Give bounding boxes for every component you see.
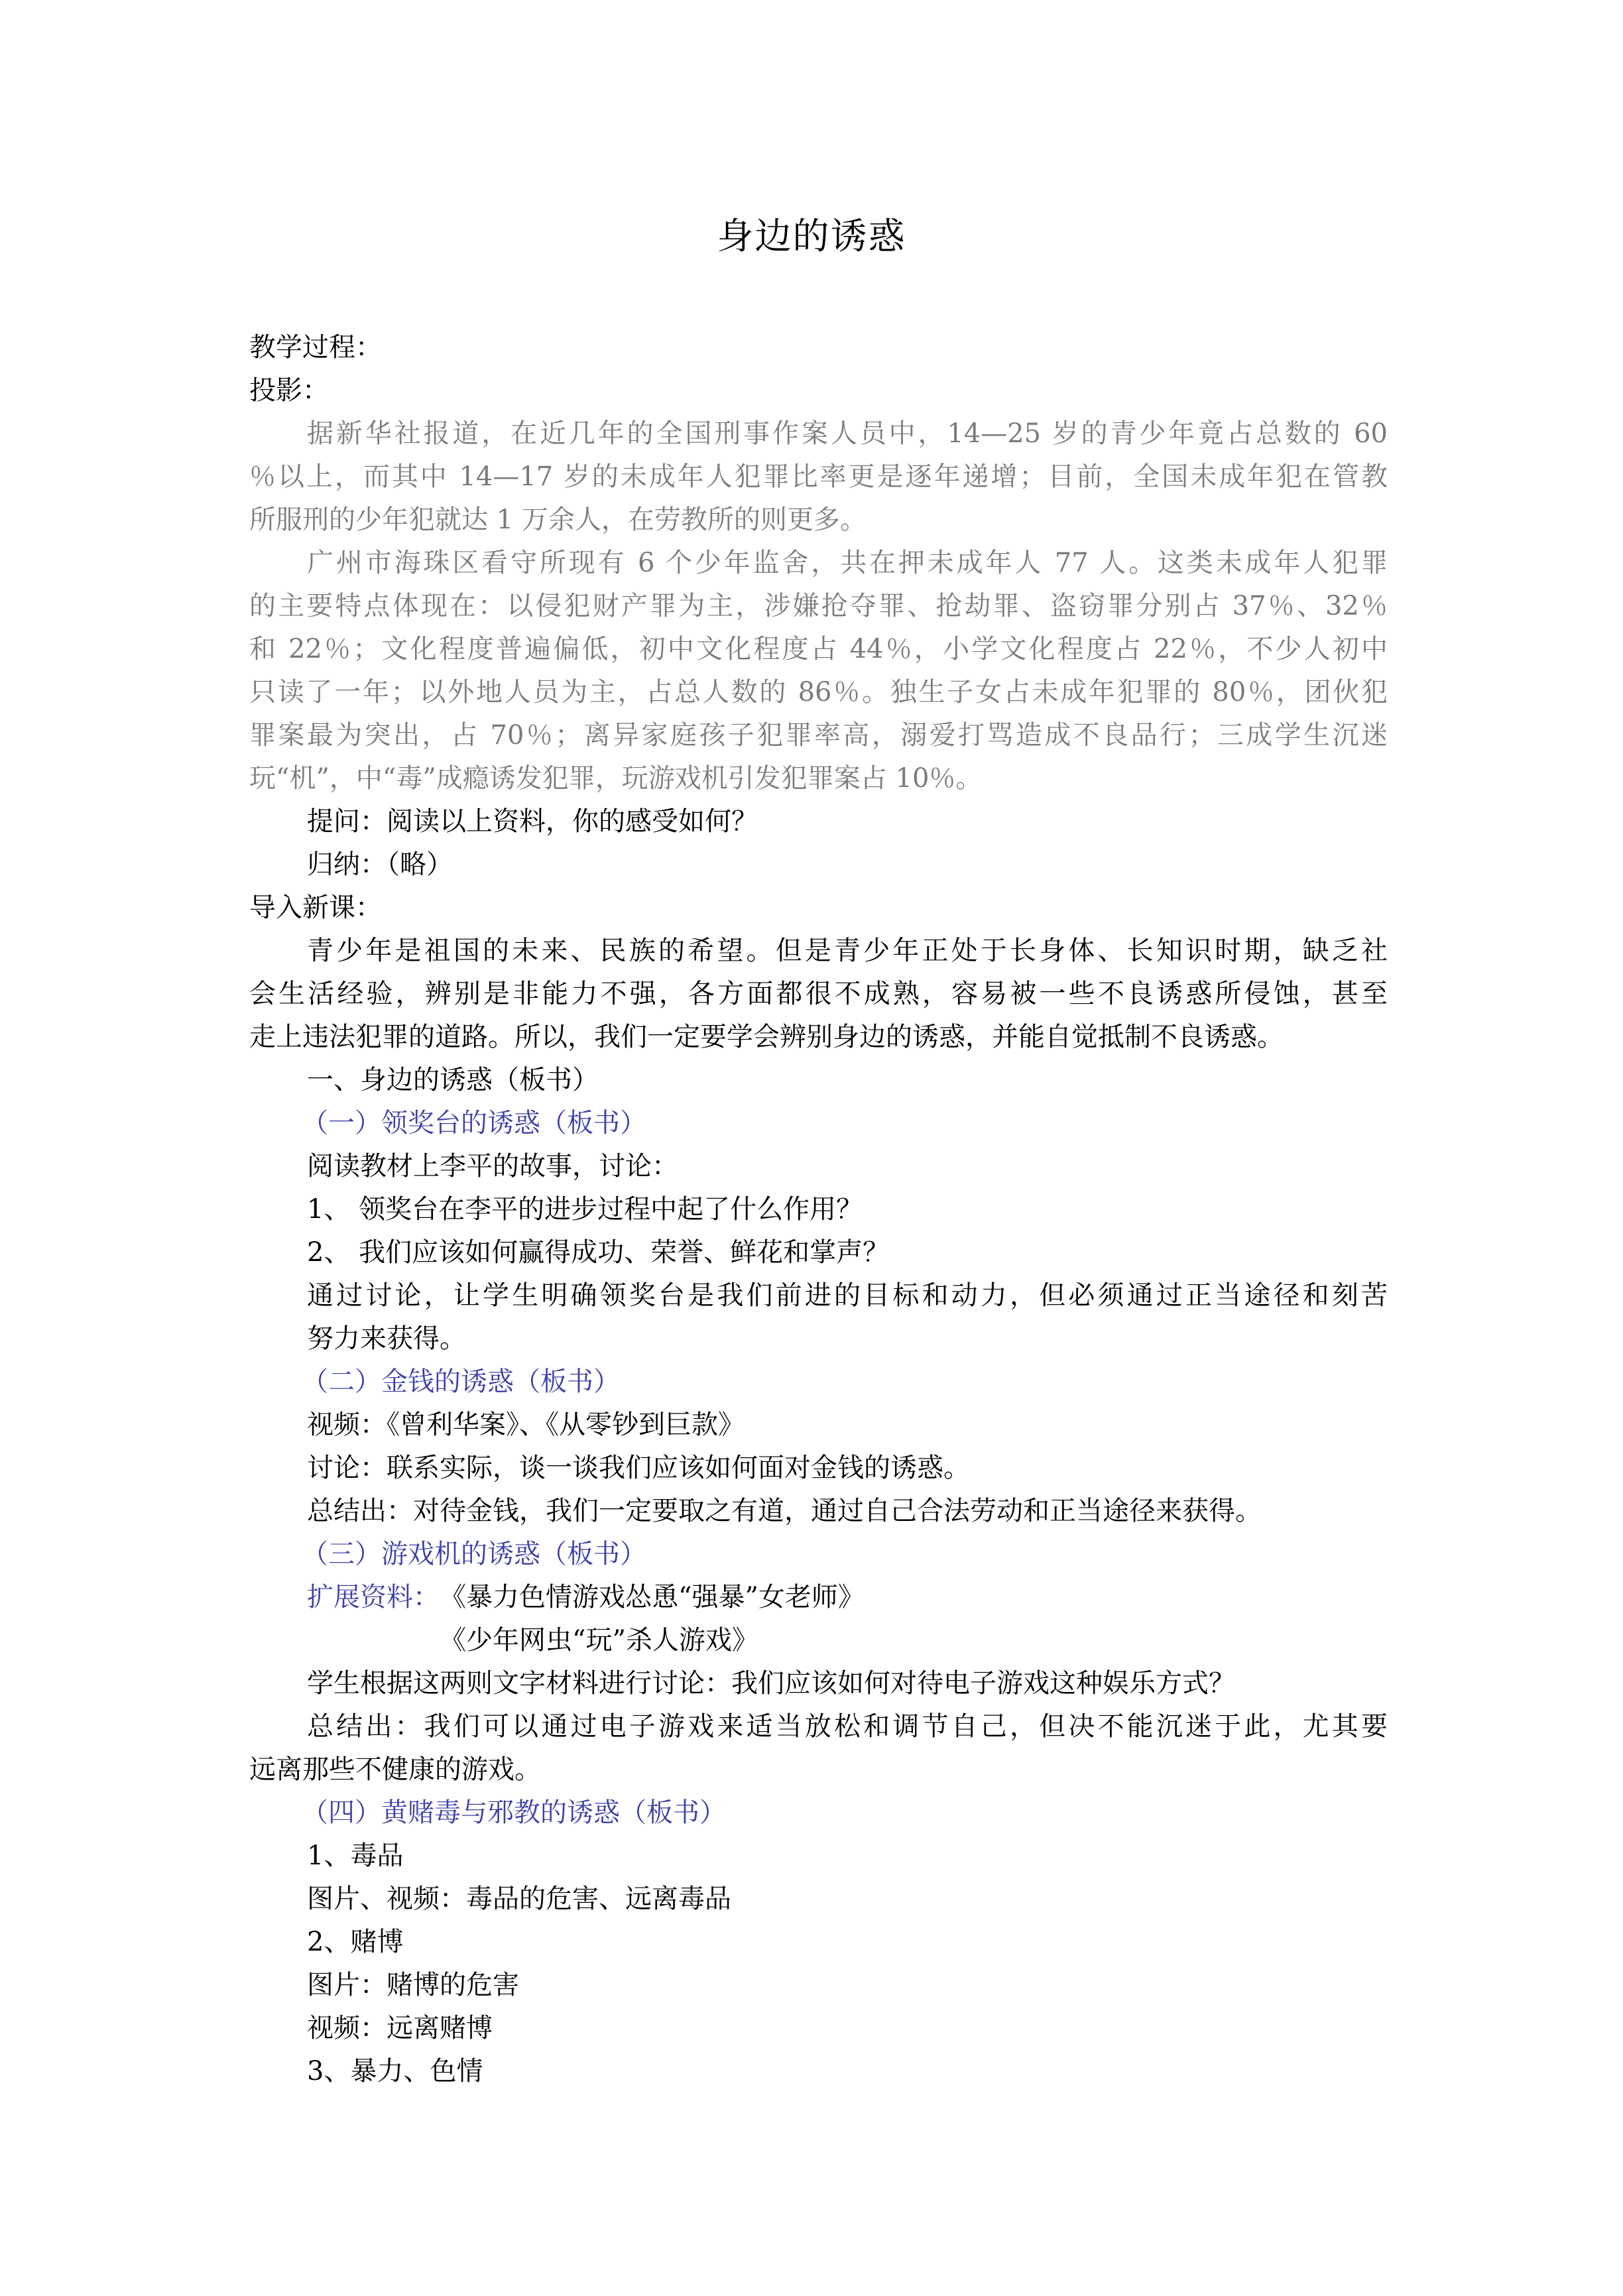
paragraph-line: 总结出：我们可以通过电子游戏来适当放松和调节自己，但决不能沉迷于此，尤其要: [307, 1711, 1388, 1742]
paragraph-line: 走上违法犯罪的道路。所以，我们一定要学会辨别身边的诱惑，并能自觉抵制不良诱惑。: [249, 1022, 1284, 1052]
subheading-vice-cult-temptation: （四）黄赌毒与邪教的诱惑（板书）: [302, 1797, 726, 1828]
paragraph-line: 图片：赌博的危害: [307, 1970, 519, 2000]
paragraph-line: 玩“机”，中“毒”成瘾诱发犯罪，玩游戏机引发犯罪案占 10％。: [249, 763, 983, 794]
list-item: 1、毒品: [307, 1841, 404, 1871]
extended-material-title: 《少年网虫“玩”杀人游戏》: [440, 1625, 758, 1656]
paragraph-line: 阅读教材上李平的故事，讨论：: [307, 1151, 678, 1181]
list-item: 1、 领奖台在李平的进步过程中起了什么作用？: [307, 1194, 863, 1225]
paragraph-line: 视频：《曾利华案》、《从零钞到巨款》: [307, 1410, 745, 1440]
paragraph-line: 学生根据这两则文字材料进行讨论：我们应该如何对待电子游戏这种娱乐方式？: [307, 1668, 1235, 1699]
paragraph-line: 总结出：对待金钱，我们一定要取之有道，通过自己合法劳动和正当途径来获得。: [307, 1496, 1262, 1526]
paragraph-line: 会生活经验，辨别是非能力不强，各方面都很不成熟，容易被一些不良诱惑所侵蚀，甚至: [249, 979, 1388, 1009]
heading-section-1: 一、身边的诱惑（板书）: [307, 1065, 599, 1095]
paragraph-line: 青少年是祖国的未来、民族的希望。但是青少年正处于长身体、长知识时期，缺乏社: [307, 936, 1388, 966]
paragraph-line: 图片、视频：毒品的危害、远离毒品: [307, 1884, 731, 1914]
subheading-money-temptation: （二）金钱的诱惑（板书）: [302, 1366, 620, 1397]
paragraph-line: 通过讨论，让学生明确领奖台是我们前进的目标和动力，但必须通过正当途径和刻苦: [307, 1280, 1388, 1311]
paragraph-line: 努力来获得。: [307, 1323, 466, 1354]
section-label-introduction: 导入新课：: [249, 892, 382, 923]
summary-line: 归纳：（略）: [307, 849, 453, 880]
list-item: 2、赌博: [307, 1927, 404, 1957]
section-label-teaching-process: 教学过程：: [249, 332, 382, 363]
paragraph-line: 视频：远离赌博: [307, 2013, 493, 2043]
section-label-projection: 投影：: [249, 375, 329, 406]
paragraph-line: 广州市海珠区看守所现有 6 个少年监舍，共在押未成年人 77 人。这类未成年人犯罪: [307, 548, 1388, 578]
document-title: 身边的诱惑: [717, 215, 906, 257]
paragraph-line: 据新华社报道，在近几年的全国刑事作案人员中，14—25 岁的青少年竟占总数的 60: [307, 418, 1388, 449]
paragraph-line: ％以上，而其中 14—17 岁的未成年人犯罪比率更是逐年递增；目前，全国未成年犯在管教: [249, 461, 1388, 492]
paragraph-line: 远离那些不健康的游戏。: [249, 1754, 541, 1785]
question-line: 提问：阅读以上资料，你的感受如何？: [307, 806, 758, 837]
extended-materials-label: 扩展资料：: [307, 1582, 440, 1612]
subheading-game-temptation: （三）游戏机的诱惑（板书）: [302, 1539, 646, 1569]
paragraph-line: 和 22％；文化程度普遍偏低，初中文化程度占 44％，小学文化程度占 22％，不少人初中: [249, 634, 1388, 664]
paragraph-line: 只读了一年；以外地人员为主，占总人数的 86％。独生子女占未成年犯罪的 80％，团伙犯: [249, 677, 1388, 707]
paragraph-line: 讨论：联系实际，谈一谈我们应该如何面对金钱的诱惑。: [307, 1453, 970, 1483]
list-item: 2、 我们应该如何赢得成功、荣誉、鲜花和掌声？: [307, 1237, 890, 1268]
subheading-podium-temptation: （一）领奖台的诱惑（板书）: [302, 1108, 646, 1138]
paragraph-line: 所服刑的少年犯就达 1 万余人，在劳教所的则更多。: [249, 505, 867, 535]
extended-material-title: 《暴力色情游戏怂恿“强暴”女老师》: [440, 1582, 865, 1612]
paragraph-line: 罪案最为突出，占 70％；离异家庭孩子犯罪率高，溺爱打骂造成不良品行；三成学生沉迷: [249, 720, 1388, 751]
list-item: 3、暴力、色情: [307, 2056, 483, 2086]
paragraph-line: 的主要特点体现在：以侵犯财产罪为主，涉嫌抢夺罪、抢劫罪、盗窃罪分别占 37％、32％: [249, 591, 1388, 621]
